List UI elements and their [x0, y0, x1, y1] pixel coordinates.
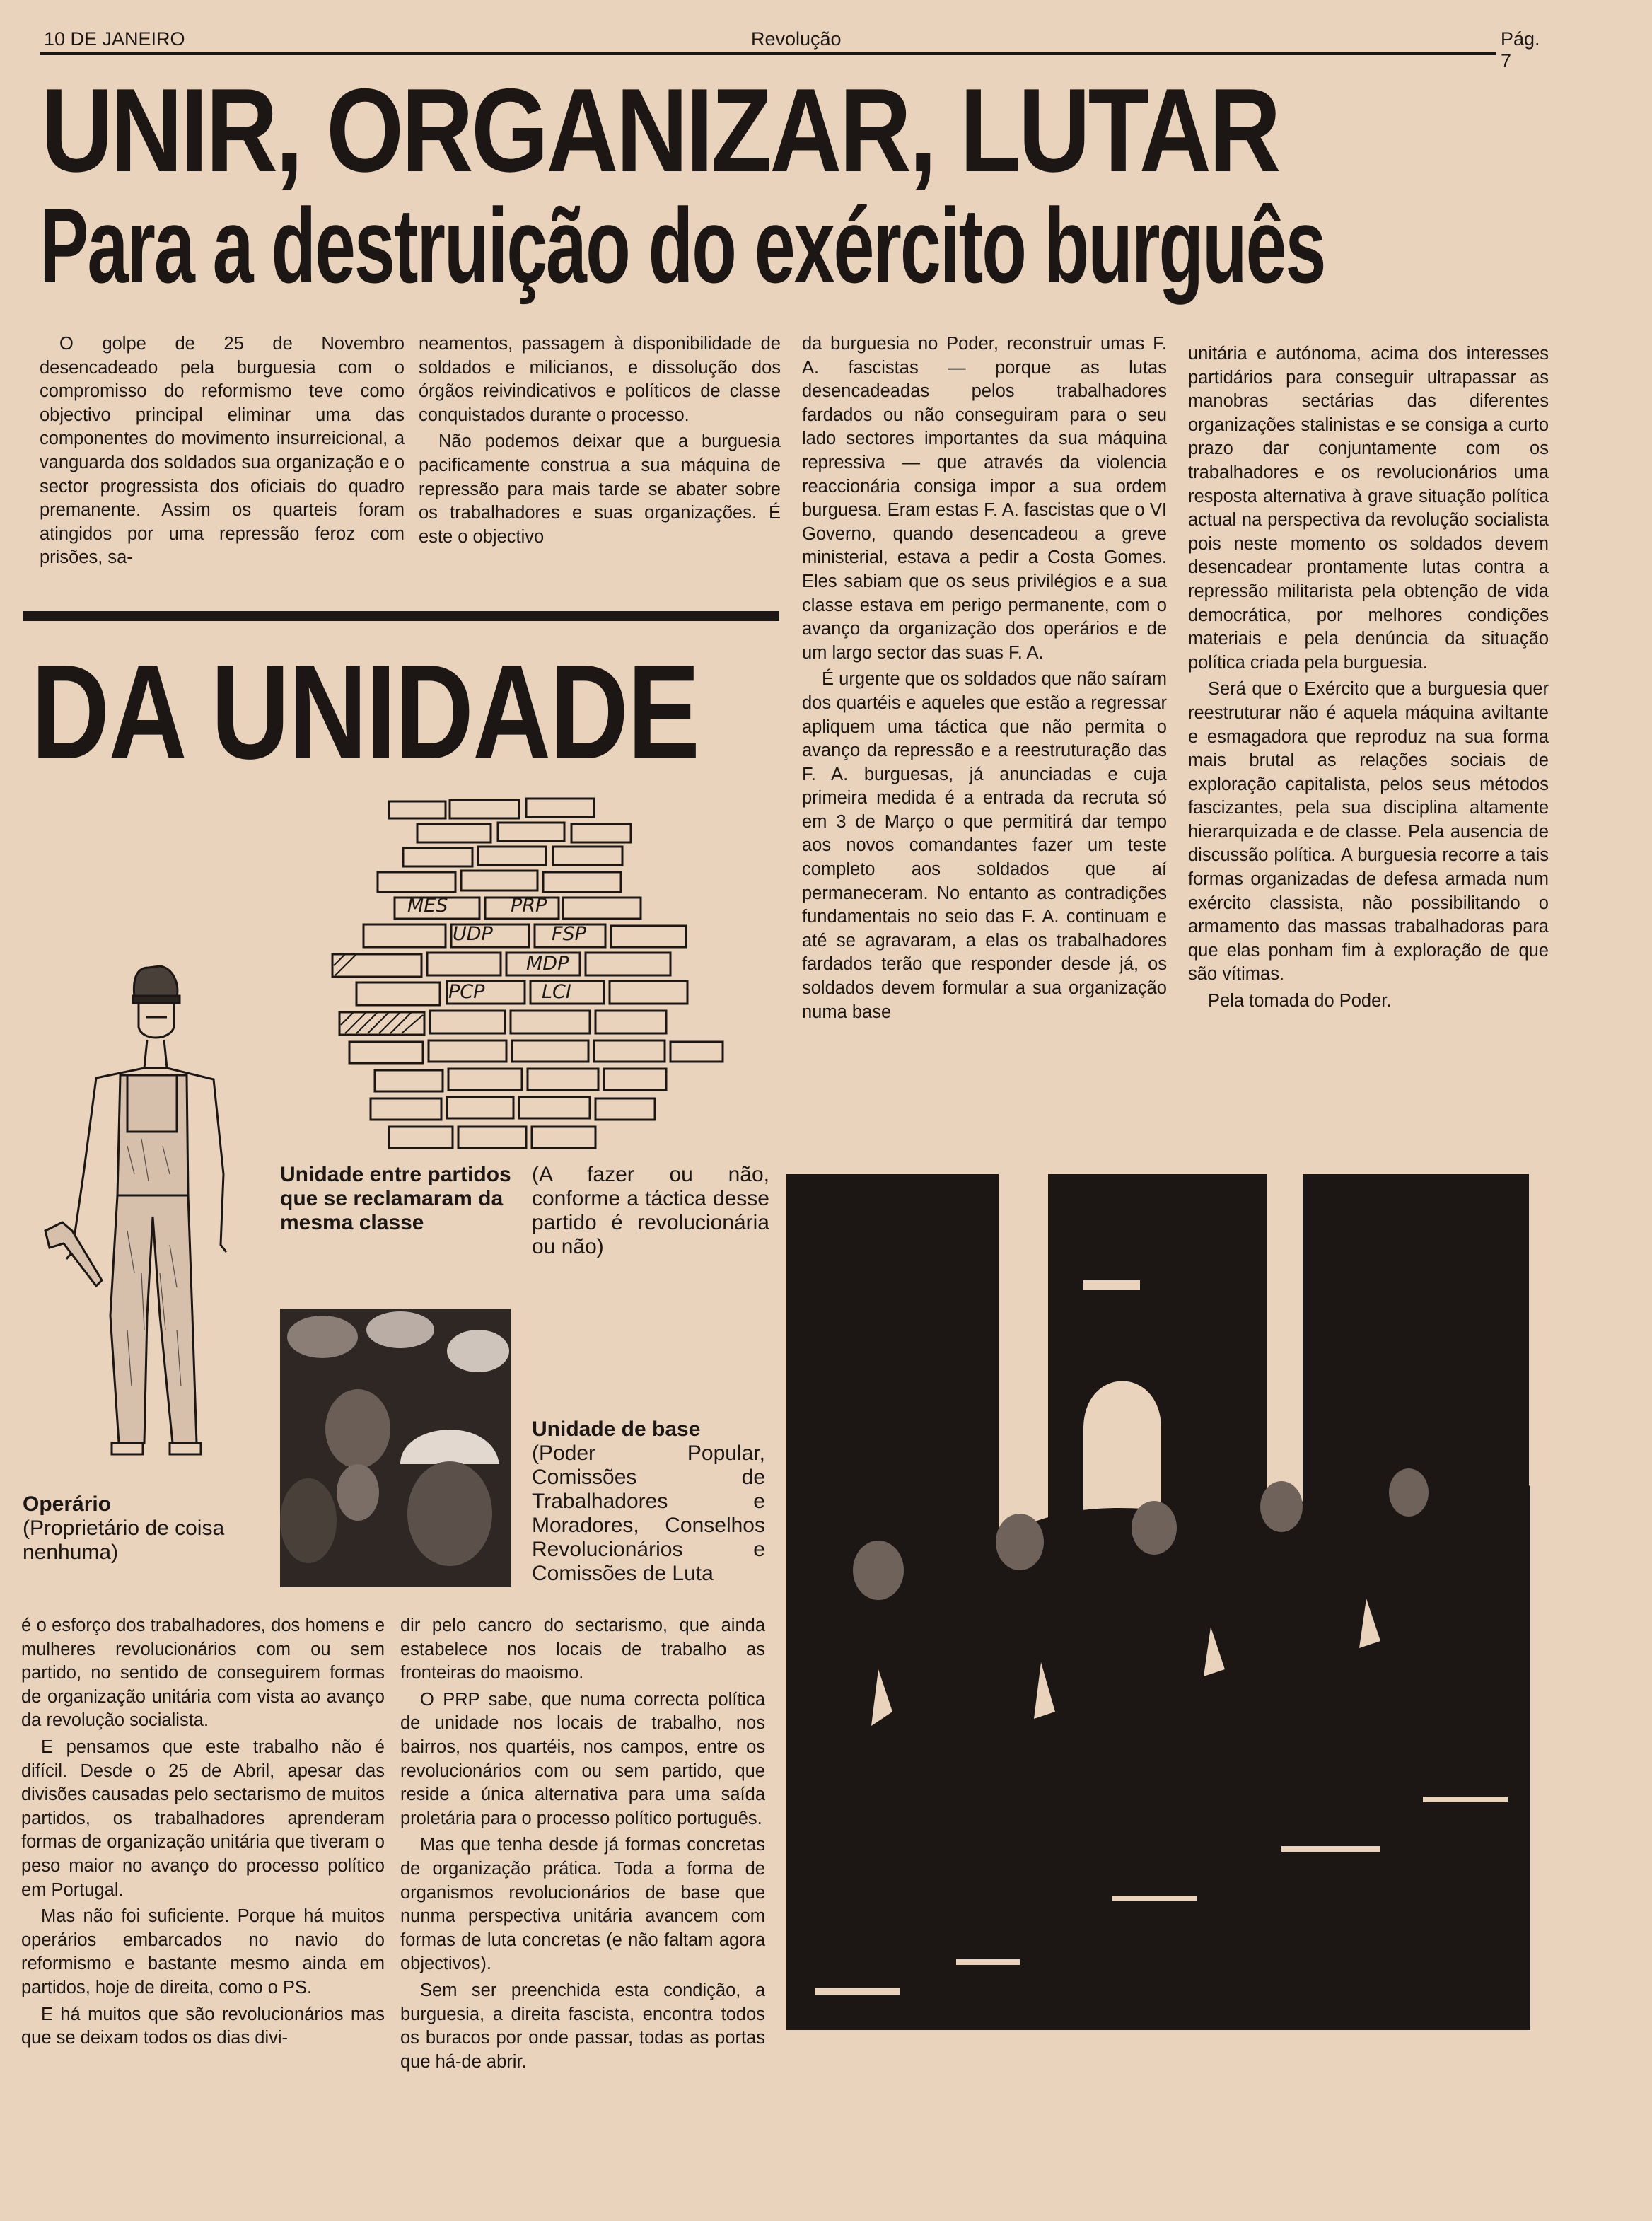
caption-base-unity [532, 1417, 765, 1586]
wall-label-lci: LCI [542, 981, 571, 1003]
caption-worker-title: Operário [23, 1492, 112, 1516]
paragraph: da burguesia no Poder, reconstruir umas F. A. fascistas — porque as lutas desencadeadas pelos trabalhadores fardados ou não conseguiram para o seu lado sectores importantes da sua máquina repressiva — que através da violencia reaccionária consiga impor a sua ordem burguesa. Eram estas F. A. fascistas que o VI Governo, quando desencadeou a greve ministerial, estava a pedir a Costa Gomes. Eles sabiam que os seus privilégios e a sua classe estava em perigo permanente, com o avanço da organização dos operários e de um largo sector das suas F. A. [802, 334, 1167, 663]
caption-base-unity-title: Unidade de base [532, 1417, 701, 1441]
paragraph: É urgente que os soldados que não saíram dos quartéis e aqueles que estão a regressar apliquem uma táctica que não permita o avanço da repressão e a reestruturação das F. A. burguesas, já anunciadas e cuja primeira medida é a entrada da recruta só em 3 de Março o que permitirá dar tempo aos novos comandantes fazer um teste completo aos soldados que aí permaneceram. No entanto as contradições fundamentais no seio das F. A. continuam e até se agravaram, a elas os trabalhadores fardados terão que responder desde já, os soldados devem formular a sua organização numa base [802, 669, 1167, 1022]
workers-photo [280, 1309, 511, 1587]
caption-party-unity [280, 1163, 513, 1235]
intro-column-4 [1188, 342, 1549, 1016]
paragraph: Mas não foi suficiente. Porque há muitos operários embarcados no navio do reformismo e bastante mesmo ainda em partidos, hoje de direita, como o PS. [21, 1906, 385, 1997]
caption-base-unity-note: (Poder Popular, Comissões de Trabalhadores e Moradores, Conselhos Revolucionários e Comissões de Luta [532, 1442, 765, 1585]
paragraph: Não podemos deixar que a burguesia pacificamente construa a sua máquina de repressão para mais tarde se abater sobre os trabalhadores e suas organizações. É este o objectivo [419, 431, 781, 547]
caption-worker-note: (Proprietário de coisa nenhuma) [23, 1517, 225, 1564]
paragraph: dir pelo cancro do sectarismo, que ainda estabelece nos locais de trabalho as fronteiras do maoismo. [400, 1616, 765, 1683]
paragraph: Será que o Exército que a burguesia quer reestruturar não é aquela máquina aviltante e esmagadora que reproduz na sua forma mais brutal as relações sociais de exploração capitalista, pelos seus métodos fascizantes, pela sua disciplina altamente hierarquizada e de classe. Pela ausencia de discussão política. A burguesia recorre a tais formas organizadas de defesa armada num exército classista, não possibilitando o armamento das massas trabalhadoras para que elas ponham fim à exploração de que são vítimas. [1188, 679, 1549, 985]
paragraph: Sem ser preenchida esta condição, a burguesia, a direita fascista, encontra todos os buracos por onde passar, todas as portas que há-de abrir. [400, 1980, 765, 2072]
lower-column-1 [21, 1614, 385, 2053]
soldiers-photo-image [786, 1174, 1530, 2058]
paragraph: unitária e autónoma, acima dos interesses partidários para conseguir ultrapassar as manobras sectárias das diferentes organizações stalinistas e se consiga a curto prazo dar conjuntamente com os trabalhadores e os revolucionários uma resposta alternativa à grave situação política actual na perspectiva da revolução socialista pois neste momento os soldados devem desencadear prontamente lutas contra a repressão militarista pela obtenção de vida democrática, por melhores condições materiais e pela denúncia da situação política criada pela burguesia. [1188, 344, 1549, 673]
worker-illustration [28, 962, 262, 1471]
brick-wall-illustration [325, 796, 728, 1153]
wall-label-prp: PRP [511, 895, 547, 917]
paragraph: Pela tomada do Poder. [1208, 991, 1392, 1011]
section-rule [23, 611, 779, 621]
issue-date: 10 DE JANEIRO [40, 28, 190, 50]
paragraph: Mas que tenha desde já formas concretas de organização prática. Toda a forma de organismos revolucionários de base que nunma perspectiva unitária avancem com formas de luta concretas (e não faltam agora objectivos). [400, 1835, 765, 1974]
caption-party-unity-title: Unidade entre partidos que se reclamaram da mesma classe [280, 1163, 511, 1234]
page-number: Pág. 7 [1496, 28, 1560, 72]
wall-label-fsp: FSP [552, 923, 586, 945]
paragraph: E pensamos que este trabalho não é difícil. Desde o 25 de Abril, apesar das divisões causadas pelo sectarismo de muitos partidos, os trabalhadores aprenderam formas de organização unitária que tiveram o peso maior no avanço do processo político em Portugal. [21, 1736, 385, 1900]
wall-label-udp: UDP [453, 923, 493, 945]
publication-name: Revolução [747, 28, 846, 50]
caption-worker [23, 1492, 263, 1565]
paragraph: O golpe de 25 de Novembro desencadeado pela burguesia com o compromisso do reformismo teve como objectivo principal eliminar uma das componentes do movimento insurreicional, a vanguarda dos soldados sua organização e o sector progressista dos oficiais do quadro premanente. Assim os quarteis foram atingidos por uma repressão feroz com prisões, sa- [40, 334, 405, 568]
wall-label-mdp: MDP [526, 953, 569, 975]
intro-column-2 [419, 332, 781, 552]
main-headline: UNIR, ORGANIZAR, LUTAR [41, 64, 1279, 197]
section-title: DA UNIDADE [31, 637, 699, 787]
header-rule [40, 52, 1560, 55]
lower-column-2 [400, 1614, 765, 2077]
paragraph: O PRP sabe, que numa correcta política de unidade nos locais de trabalho, nos bairros, nos quartéis, nos campos, entre os revolucionários com ou sem partido, que reside a única alternativa para uma saída proletária para o processo político português. [400, 1689, 765, 1828]
wall-label-pcp: PCP [448, 981, 485, 1003]
intro-column-1 [40, 332, 405, 573]
soldiers-photo [786, 1174, 1530, 2058]
paragraph: E há muitos que são revolucionários mas que se deixam todos os dias divi- [21, 2004, 385, 2048]
paragraph: neamentos, passagem à disponibilidade de soldados e milicianos, e dissolução dos órgãos reivindicativos e políticos de classe conquistados durante o processo. [419, 334, 781, 425]
running-header [40, 28, 1560, 71]
sub-headline: Para a destruição do exército burguês [40, 186, 1325, 305]
caption-party-unity-note: (A fazer ou não, conforme a táctica desse partido é revolucionária ou não) [532, 1163, 769, 1258]
paragraph: é o esforço dos trabalhadores, dos homens e mulheres revolucionários com ou sem partido, no sentido de conseguirem formas de organização unitária com vista ao avanço da revolução socialista. [21, 1616, 385, 1731]
workers-photo-image [280, 1309, 511, 1587]
wall-label-mes: MES [407, 895, 448, 917]
intro-column-3 [802, 332, 1167, 1027]
